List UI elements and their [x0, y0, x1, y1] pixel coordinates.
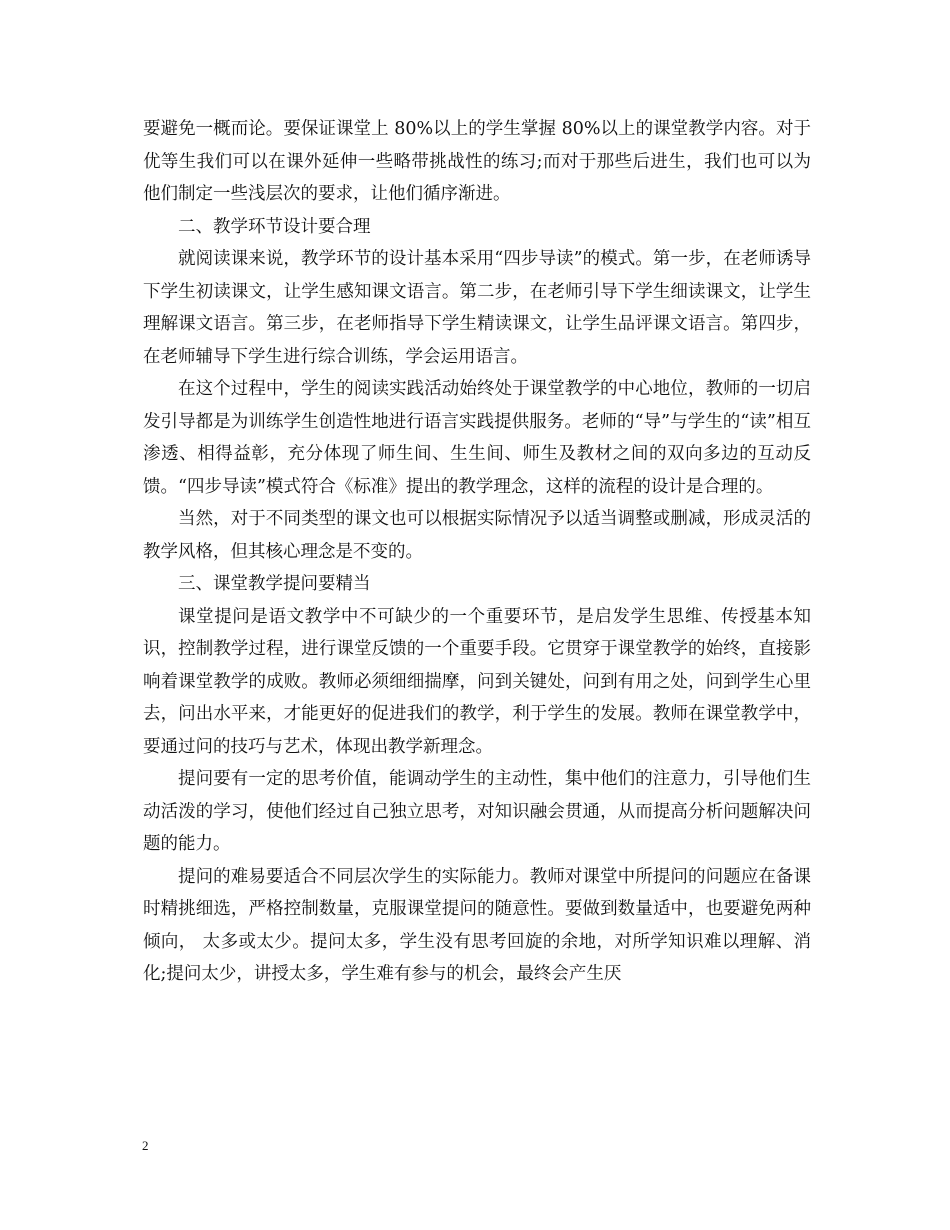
- paragraph: 提问的难易要适合不同层次学生的实际能力。教师对课堂中所提问的问题应在备课时精挑细选，严格控制数量，克服课堂提问的随意性。要做到数量适中，也要避免两种倾向， 太多或太少。提问太多，学生没有思考回旋的余地，对所学知识难以理解、消化;提问太少，讲授太多，学生难有参与的机会，最终会产生厌: [143, 866, 811, 984]
- section-heading-3: 三、课堂教学提问要精当: [178, 574, 371, 594]
- document-body: [143, 113, 811, 991]
- section-heading-2: 二、教学环节设计要合理: [178, 216, 371, 237]
- paragraph: 提问要有一定的思考价值，能调动学生的主动性，集中他们的注意力，引导他们生动活泼的学习，使他们经过自己独立思考，对知识融会贯通，从而提高分析问题解决问题的能力。: [143, 769, 811, 854]
- page-number: 2: [142, 1138, 149, 1153]
- paragraph: 当然，对于不同类型的课文也可以根据实际情况予以适当调整或删减，形成灵活的教学风格，但其核心理念是不变的。: [143, 509, 811, 562]
- paragraph-continuation: 要避免一概而论。要保证课堂上 80%以上的学生掌握 80%以上的课堂教学内容。对于优等生我们可以在课外延伸一些略带挑战性的练习;而对于那些后进生，我们也可以为他们制定一些浅层次的要求，让他们循序渐进。: [143, 119, 811, 204]
- paragraph: 课堂提问是语文教学中不可缺少的一个重要环节，是启发学生思维、传授基本知识，控制教学过程，进行课堂反馈的一个重要手段。它贯穿于课堂教学的始终，直接影响着课堂教学的成败。教师必须细细揣摩，问到关键处，问到有用之处，问到学生心里去，问出水平来，才能更好的促进我们的教学，利于学生的发展。教师在课堂教学中，要通过问的技巧与艺术，体现出教学新理念。: [143, 606, 811, 757]
- paragraph: 就阅读课来说，教学环节的设计基本采用“四步导读”的模式。第一步，在老师诱导下学生初读课文，让学生感知课文语言。第二步，在老师引导下学生细读课文，让学生理解课文语言。第三步，在老师指导下学生精读课文，让学生品评课文语言。第四步，在老师辅导下学生进行综合训练，学会运用语言。: [143, 249, 811, 367]
- paragraph: 在这个过程中，学生的阅读实践活动始终处于课堂教学的中心地位，教师的一切启发引导都是为训练学生创造性地进行语言实践提供服务。老师的“导”与学生的“读”相互渗透、相得益彰，充分体现了师生间、生生间、师生及教材之间的双向多边的互动反馈。“四步导读”模式符合《标准》提出的教学理念，这样的流程的设计是合理的。: [143, 379, 811, 497]
